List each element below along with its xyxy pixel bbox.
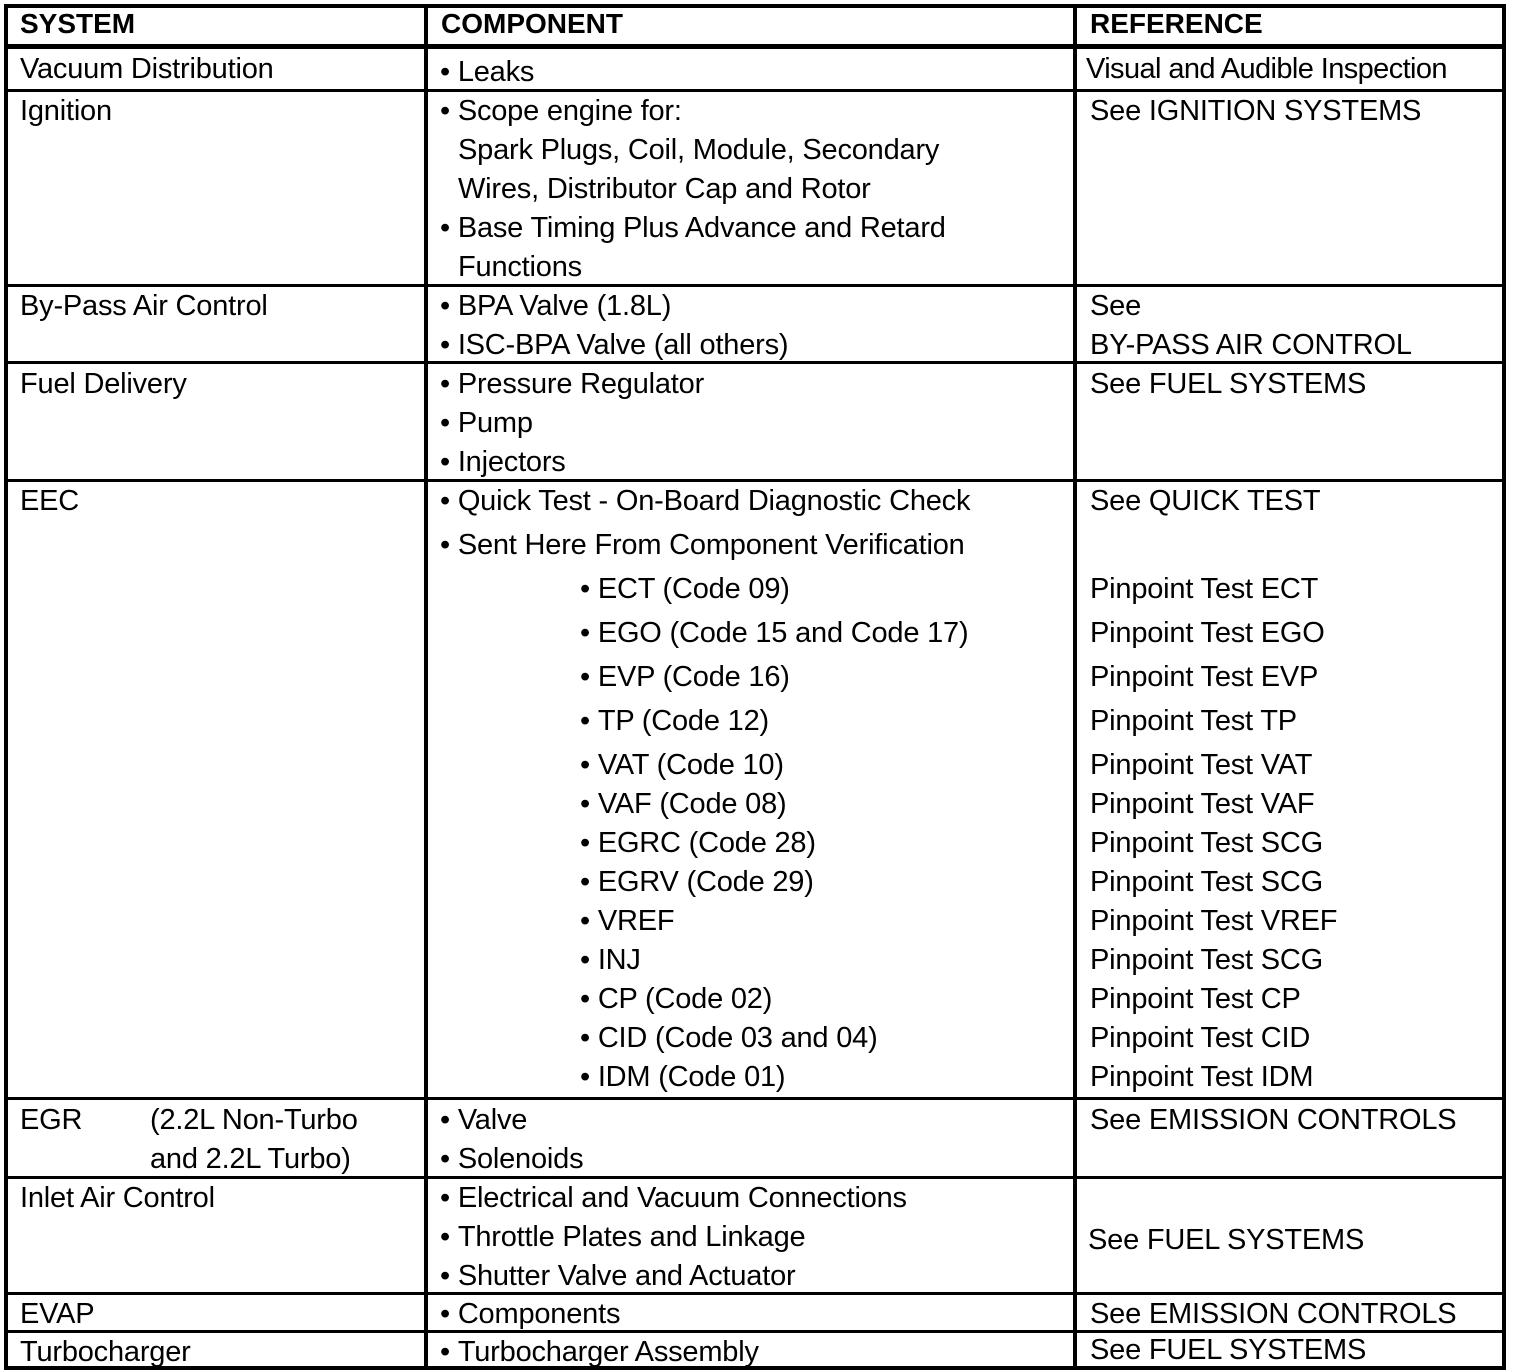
eec-subitem: • EGRC (Code 28) xyxy=(440,824,970,863)
eec-subitem-reference: Pinpoint Test IDM xyxy=(1090,1061,1314,1093)
reference-text: See EMISSION CONTROLS xyxy=(1090,1298,1457,1330)
reference-text: See FUEL SYSTEMS xyxy=(1088,1224,1365,1256)
reference-spacer xyxy=(1090,526,1337,570)
row-inlet-system xyxy=(20,1179,215,1218)
row-turbo-reference xyxy=(1090,1331,1366,1370)
eec-subitem-reference: Pinpoint Test VAT xyxy=(1090,749,1313,781)
component-item: • Leaks xyxy=(440,53,534,92)
reference-text: See FUEL SYSTEMS xyxy=(1090,368,1367,400)
system-label: By-Pass Air Control xyxy=(20,290,268,322)
component-item: • Shutter Valve and Actuator xyxy=(440,1257,907,1296)
row-vacuum-system xyxy=(20,50,274,89)
row-bypass-system xyxy=(20,287,268,326)
row-inlet-component xyxy=(440,1179,907,1296)
system-label: EEC xyxy=(20,485,80,517)
eec-subitem-reference: Pinpoint Test VAF xyxy=(1090,788,1315,820)
row-turbo-system xyxy=(20,1333,191,1372)
table-border-left xyxy=(4,4,8,1370)
system-note: and 2.2L Turbo) xyxy=(150,1143,351,1175)
row-fuel-component xyxy=(440,365,704,482)
row-eec-reference xyxy=(1090,482,1337,1097)
header-system: SYSTEM xyxy=(20,8,136,39)
component-item: • Electrical and Vacuum Connections xyxy=(440,1179,907,1218)
eec-subitem: • CID (Code 03 and 04) xyxy=(440,1019,970,1058)
row-inlet-reference xyxy=(1088,1221,1364,1260)
eec-subitem-reference: Pinpoint Test SCG xyxy=(1090,827,1324,859)
row-vacuum-component xyxy=(440,53,534,92)
table-border-right xyxy=(1502,4,1506,1370)
row-turbo-component xyxy=(440,1333,759,1372)
row-evap-component xyxy=(440,1295,620,1334)
reference-text: See IGNITION SYSTEMS xyxy=(1090,95,1422,127)
row-vacuum-reference xyxy=(1086,50,1447,89)
component-item: • Pump xyxy=(440,404,704,443)
system-label: Vacuum Distribution xyxy=(20,53,274,85)
header-component: COMPONENT xyxy=(441,8,623,39)
component-item: • Throttle Plates and Linkage xyxy=(440,1218,907,1257)
component-item: • ISC-BPA Valve (all others) xyxy=(440,326,788,365)
column-divider xyxy=(1073,4,1077,1370)
row-divider xyxy=(4,1097,1506,1100)
component-item: • Solenoids xyxy=(440,1140,583,1179)
row-fuel-system xyxy=(20,365,187,404)
eec-subitem-reference: Pinpoint Test CID xyxy=(1090,1022,1311,1054)
component-item: • Sent Here From Component Verification xyxy=(440,526,970,570)
component-item: • Base Timing Plus Advance and Retard xyxy=(440,209,946,248)
row-egr-system-note xyxy=(150,1101,358,1179)
row-ignition-reference xyxy=(1090,92,1421,131)
row-egr-system-label xyxy=(20,1101,82,1140)
eec-subitem-reference: Pinpoint Test EVP xyxy=(1090,661,1319,693)
eec-subitem-reference: Pinpoint Test SCG xyxy=(1090,944,1324,976)
component-item: Functions xyxy=(458,251,582,283)
system-label: Fuel Delivery xyxy=(20,368,187,400)
component-item: Spark Plugs, Coil, Module, Secondary xyxy=(458,134,940,166)
system-label: EGR xyxy=(20,1104,83,1136)
row-evap-system xyxy=(20,1295,94,1334)
row-egr-reference xyxy=(1090,1101,1456,1140)
system-label: EVAP xyxy=(20,1298,95,1330)
column-divider xyxy=(424,4,428,1370)
system-label: Turbocharger xyxy=(20,1336,191,1368)
row-eec-component xyxy=(440,482,970,1097)
eec-subitem-reference: Pinpoint Test ECT xyxy=(1090,573,1319,605)
component-item: • Valve xyxy=(440,1101,583,1140)
header-reference: REFERENCE xyxy=(1090,8,1263,39)
reference-text: Visual and Audible Inspection xyxy=(1086,53,1447,85)
eec-subitem-reference: Pinpoint Test SCG xyxy=(1090,866,1324,898)
row-ignition-component xyxy=(440,92,946,287)
system-label: Ignition xyxy=(20,95,112,127)
eec-subitem: • VAT (Code 10) xyxy=(440,746,970,785)
table-border-top xyxy=(4,4,1506,8)
eec-subitem-reference: Pinpoint Test VREF xyxy=(1090,905,1338,937)
component-item: • Components xyxy=(440,1295,620,1334)
eec-subitem: • TP (Code 12) xyxy=(440,702,970,746)
eec-subitem: • EVP (Code 16) xyxy=(440,658,970,702)
component-item: • Turbocharger Assembly xyxy=(440,1333,759,1372)
eec-subitem: • EGRV (Code 29) xyxy=(440,863,970,902)
component-item: • Scope engine for: xyxy=(440,92,946,131)
eec-subitem: • VAF (Code 08) xyxy=(440,785,970,824)
row-egr-component xyxy=(440,1101,583,1179)
eec-subitem-reference: Pinpoint Test EGO xyxy=(1090,617,1325,649)
system-label: Inlet Air Control xyxy=(20,1182,215,1214)
component-item: • BPA Valve (1.8L) xyxy=(440,287,788,326)
component-item: • Quick Test - On-Board Diagnostic Check xyxy=(440,482,970,526)
reference-text: See QUICK TEST xyxy=(1090,485,1321,517)
eec-subitem: • VREF xyxy=(440,902,970,941)
row-eec-system xyxy=(20,482,79,521)
eec-subitem: • INJ xyxy=(440,941,970,980)
eec-subitem: • IDM (Code 01) xyxy=(440,1058,970,1097)
eec-subitem-reference: Pinpoint Test CP xyxy=(1090,983,1301,1015)
eec-subitem: • EGO (Code 15 and Code 17) xyxy=(440,614,970,658)
reference-text: See FUEL SYSTEMS xyxy=(1090,1334,1367,1366)
reference-text: See xyxy=(1090,290,1141,322)
eec-subitem: • CP (Code 02) xyxy=(440,980,970,1019)
row-fuel-reference xyxy=(1090,365,1366,404)
reference-text: See EMISSION CONTROLS xyxy=(1090,1104,1457,1136)
component-item: Wires, Distributor Cap and Rotor xyxy=(458,173,871,205)
component-item: • Pressure Regulator xyxy=(440,365,704,404)
component-item: • Injectors xyxy=(440,443,704,482)
eec-subitem-reference: Pinpoint Test TP xyxy=(1090,705,1297,737)
row-bypass-component xyxy=(440,287,788,365)
row-ignition-system xyxy=(20,92,112,131)
row-bypass-reference xyxy=(1090,287,1412,365)
header-underline xyxy=(4,44,1506,49)
eec-subitem: • ECT (Code 09) xyxy=(440,570,970,614)
system-note: (2.2L Non-Turbo xyxy=(150,1104,358,1136)
reference-text: BY-PASS AIR CONTROL xyxy=(1090,329,1412,361)
row-evap-reference xyxy=(1090,1295,1456,1334)
